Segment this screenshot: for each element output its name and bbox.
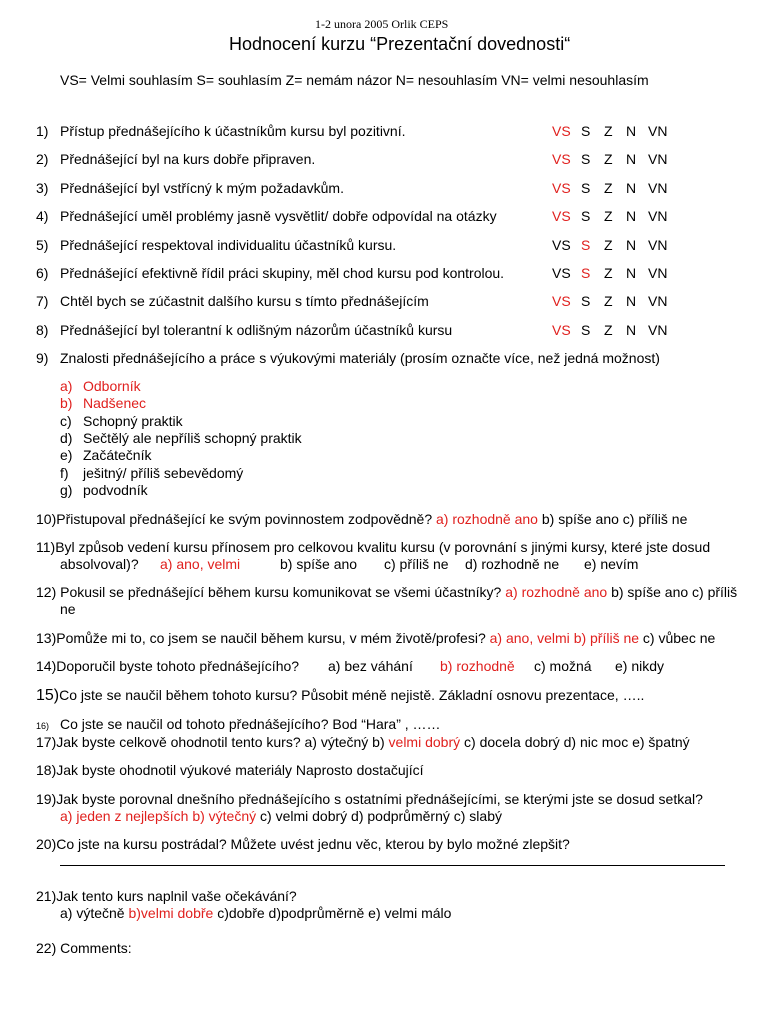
question-text: Chtěl bych se zúčastnit dalšího kursu s tímto přednášejícím [60, 293, 429, 309]
question-number: 8) [36, 322, 49, 338]
question-number: 15) [36, 687, 60, 704]
question-16 [36, 716, 441, 732]
option-letter: c) [60, 413, 72, 429]
question-text: Byl způsob vedení kursu přínosem pro celkovou kvalitu kursu (v porovnání s jinými kursy, které jste dosud [55, 539, 711, 555]
answer-option: a) výtečně [60, 905, 125, 921]
question-number: 21) [36, 888, 57, 904]
question-17 [36, 734, 690, 750]
scale-legend: VS= Velmi souhlasím S= souhlasím Z= nemám názor N= nesouhlasím VN= velmi nesouhlasím [60, 72, 649, 88]
rating-option: S [581, 208, 591, 224]
option-letter: b) [60, 395, 73, 411]
rating-option: VN [648, 123, 668, 139]
question-text: Comments: [60, 940, 132, 956]
rating-option: VN [648, 265, 668, 281]
rating-option: S [581, 293, 591, 309]
rating-option: VS [552, 265, 571, 281]
option-letter: g) [60, 482, 73, 498]
rating-option: Z [604, 208, 613, 224]
rating-option: Z [604, 151, 613, 167]
question-text: Pokusil se přednášející během kursu komunikovat se všemi účastníky? [60, 584, 502, 600]
question-number: 6) [36, 265, 49, 281]
answer-options: c)dobře d)podprůměrně e) velmi málo [213, 905, 452, 921]
answer-option: b) spíše ano [280, 556, 358, 572]
question-15 [36, 687, 644, 705]
question-number: 7) [36, 293, 49, 309]
rating-option: N [626, 322, 637, 338]
question-19-answers [60, 808, 502, 824]
question-number: 20) [36, 836, 57, 852]
question-number: 18) [36, 762, 57, 778]
question-text: Co jste se naučil během tohoto kursu? Působit méně nejistě. Základní osnovu prezentace, ….. [59, 687, 645, 703]
rating-option: S [581, 151, 591, 167]
rating-option: N [626, 180, 637, 196]
rating-option: VS [552, 237, 571, 253]
rating-option: N [626, 237, 637, 253]
question-number: 12) [36, 584, 57, 600]
rating-option: Z [604, 180, 613, 196]
question-21-answers [60, 905, 451, 921]
question-text: Přednášející respektoval individualitu účastníků kursu. [60, 237, 397, 253]
answer-option: c) příliš ne [384, 556, 449, 572]
selected-answer: b)velmi dobře [128, 905, 214, 921]
question-number: 22) [36, 940, 57, 956]
header-meta: 1-2 unora 2005 Orlik CEPS [315, 17, 449, 31]
question-number: 11) [36, 539, 56, 555]
answer-line [60, 865, 725, 866]
question-text: Jak tento kurs naplnil vaše očekávání? [56, 888, 297, 904]
question-text: Jak byste celkově ohodnotil tento kurs? a) výtečný b) [56, 734, 385, 750]
question-18 [36, 762, 424, 778]
answer-options: c) vůbec ne [639, 630, 716, 646]
selected-answer: a) rozhodně ano [436, 511, 538, 527]
answer-options: c) velmi dobrý d) podprůměrný c) slabý [256, 808, 502, 824]
page-title: Hodnocení kurzu “Prezentační dovednosti“ [229, 34, 571, 54]
option-text: Schopný praktik [83, 413, 183, 429]
question-text: Přednášející uměl problémy jasně vysvětlit/ dobře odpovídal na otázky [60, 208, 497, 224]
selected-answer: b) příliš ne [573, 630, 640, 646]
selected-rating: S [581, 237, 591, 253]
question-number: 9) [36, 350, 49, 366]
answer-option: c) možná [534, 658, 592, 674]
question-number: 19) [36, 791, 57, 807]
answer-option: d) rozhodně ne [465, 556, 560, 572]
question-number: 1) [36, 123, 49, 139]
question-number: 17) [36, 734, 57, 750]
question-22 [36, 940, 132, 956]
question-number: 3) [36, 180, 49, 196]
selected-answer: a) ano, velmi [160, 556, 241, 572]
rating-option: Z [604, 123, 613, 139]
question-text: Přistupoval přednášející ke svým povinnostem zodpovědně? [56, 511, 433, 527]
question-text: Doporučil byste tohoto přednášejícího? [56, 658, 300, 674]
selected-rating: VS [552, 151, 571, 167]
question-number: 14) [36, 658, 57, 674]
question-number: 13) [36, 630, 57, 646]
selected-answer: b) výtečný [192, 808, 257, 824]
question-19 [36, 791, 703, 807]
question-text: Znalosti přednášejícího a práce s výukovými materiály (prosím označte více, než jedná možnost) [60, 350, 660, 366]
question-20 [36, 836, 570, 852]
answer-option: a) bez váhání [328, 658, 413, 674]
question-text: Přednášející byl na kurs dobře připraven. [60, 151, 316, 167]
rating-option: Z [604, 237, 613, 253]
selected-rating: VS [552, 322, 571, 338]
selected-answer: a) jeden z nejlepších [60, 808, 189, 824]
option-text: Začátečník [83, 447, 152, 463]
option-letter: e) [60, 447, 73, 463]
rating-option: VN [648, 293, 668, 309]
rating-option: VN [648, 208, 668, 224]
option-letter: f) [60, 465, 69, 481]
question-text: Přístup přednášejícího k účastníkům kursu byl pozitivní. [60, 123, 406, 139]
question-number: 10) [36, 511, 57, 527]
option-letter: d) [60, 430, 73, 446]
selected-rating: VS [552, 123, 571, 139]
option-text: ješitný/ příliš sebevědomý [83, 465, 244, 481]
question-13 [36, 630, 715, 646]
option-text: podvodník [83, 482, 148, 498]
rating-option: N [626, 208, 637, 224]
rating-option: VN [648, 151, 668, 167]
option-text: Sečtělý ale nepříliš schopný praktik [83, 430, 302, 446]
answer-option: e) nikdy [615, 658, 665, 674]
answer-options: b) spíše ano c) příliš ne [537, 511, 688, 527]
question-number: 16) [36, 721, 50, 731]
question-14 [36, 658, 665, 674]
question-10 [36, 511, 687, 527]
answer-options: c) docela dobrý d) nic moc e) špatný [460, 734, 690, 750]
question-text: Přednášející byl tolerantní k odlišným názorům účastníků kursu [60, 322, 453, 338]
question-number: 2) [36, 151, 49, 167]
question-text: Přednášející efektivně řídil práci skupiny, měl chod kursu pod kontrolou. [60, 265, 505, 281]
selected-rating: VS [552, 180, 571, 196]
selected-answer: b) rozhodně [440, 658, 515, 674]
selected-option: Odborník [83, 378, 141, 394]
rating-option: S [581, 180, 591, 196]
answer-option: e) nevím [584, 556, 639, 572]
question-text-continued: absolvoval)? [60, 556, 139, 572]
selected-answer: velmi dobrý [388, 734, 461, 750]
question-text: Přednášející byl vstřícný k mým požadavkům. [60, 180, 344, 196]
question-12-continued: ne [60, 601, 76, 617]
selected-answer: a) rozhodně ano [505, 584, 608, 600]
question-number: 5) [36, 237, 49, 253]
rating-option: VN [648, 322, 668, 338]
answer-options: b) spíše ano c) příliš [607, 584, 738, 600]
rating-option: S [581, 322, 591, 338]
selected-option: Nadšenec [83, 395, 147, 411]
question-text: Co jste se naučil od tohoto přednášejícího? Bod “Hara” , …… [60, 716, 441, 732]
rating-option: N [626, 123, 637, 139]
selected-rating: VS [552, 208, 571, 224]
rating-option: S [581, 123, 591, 139]
rating-option: Z [604, 322, 613, 338]
question-21 [36, 888, 297, 904]
rating-option: VN [648, 237, 668, 253]
rating-option: N [626, 265, 637, 281]
question-11-answers [60, 556, 639, 572]
selected-answer: a) ano, velmi [489, 630, 570, 646]
question-11 [36, 539, 710, 555]
question-text: Jak byste ohodnotil výukové materiály Naprosto dostačující [56, 762, 424, 778]
rating-option: Z [604, 293, 613, 309]
rating-option: VN [648, 180, 668, 196]
selected-rating: VS [552, 293, 571, 309]
question-text: Co jste na kursu postrádal? Můžete uvést jednu věc, kterou by bylo možné zlepšit? [56, 836, 570, 852]
question-text: Pomůže mi to, co jsem se naučil během kursu, v mém životě/profesi? [56, 630, 486, 646]
question-12 [36, 584, 737, 600]
selected-rating: S [581, 265, 591, 281]
rating-option: N [626, 293, 637, 309]
rating-option: Z [604, 265, 613, 281]
rating-option: N [626, 151, 637, 167]
question-number: 4) [36, 208, 49, 224]
question-text: Jak byste porovnal dnešního přednášejícího s ostatními přednášejícími, se kterými jste se dosud setkal? [56, 791, 703, 807]
option-letter: a) [60, 378, 73, 394]
